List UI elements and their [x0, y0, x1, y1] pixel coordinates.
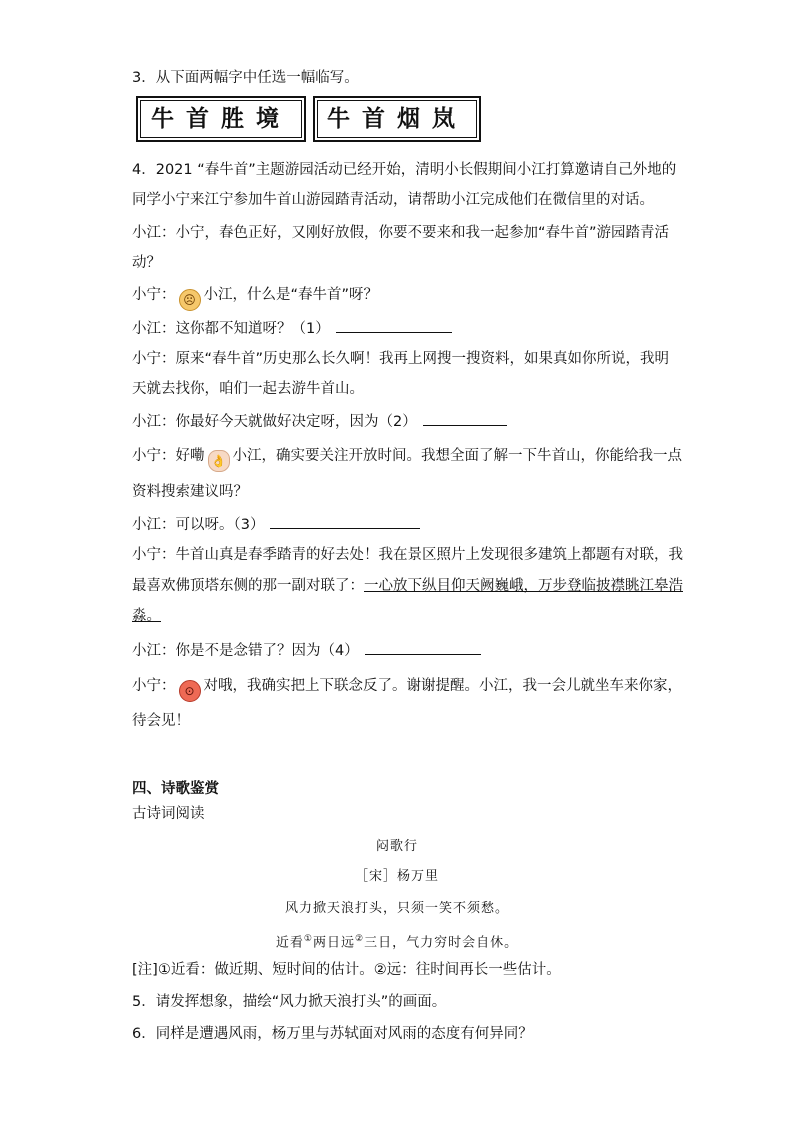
footnote-mark-2: ② [355, 934, 365, 944]
answer-blank-4[interactable] [365, 639, 481, 655]
answer-blank-1[interactable] [336, 317, 452, 333]
footnote-mark-1: ① [303, 934, 313, 944]
dialog-line-3 [132, 317, 452, 339]
dialog-speaker: 小宁：好嘞 [132, 448, 205, 464]
section-4-subheading: 古诗词阅读 [132, 806, 205, 822]
calligraphy-box-2 [313, 96, 481, 142]
dialog-text: 对哦，我确实把上下联念反了。谢谢提醒。小江，我一会儿就坐车来你家， [203, 678, 682, 694]
dialog-speaker: 小宁： [132, 287, 176, 303]
dialog-line-10b: 待会见！ [132, 713, 190, 729]
dialog-line-9 [132, 639, 481, 661]
answer-blank-3[interactable] [270, 513, 420, 529]
dialog-line-4b: 天就去找你，咱们一起去游牛首山。 [132, 381, 364, 397]
poem-title: 闷歌行 [375, 839, 418, 854]
poem-note: [注]①近看：做近期、短时间的估计。②远：往时间再长一些估计。 [132, 962, 561, 978]
poem-author: ［宋］杨万里 [354, 869, 439, 884]
dialog-line-8b [132, 576, 683, 596]
worried-face-emoji-icon: ☹ [179, 289, 201, 311]
dialog-line-4a: 小宁：原来“春牛首”历史那么长久啊！我再上网搜一搜资料，如果真如你所说，我明 [132, 351, 670, 367]
dialog-text: 小江，确实要关注开放时间。我想全面了解一下牛首山，你能给我一点 [232, 448, 682, 464]
poem-text: 近看 [275, 935, 304, 951]
calligraphy-box-1 [136, 96, 306, 142]
question-6: 6．同样是遭遇风雨，杨万里与苏轼面对风雨的态度有何异同？ [132, 1026, 533, 1042]
flushed-face-emoji-icon: ⊙ [179, 680, 201, 702]
dialog-line-7 [132, 513, 420, 535]
dialog-line-1b: 动？ [132, 255, 161, 271]
couplet-text-end: 淼。 [132, 608, 161, 624]
dialog-line-10 [132, 676, 682, 702]
calligraphy-text-1: 牛首胜境 [140, 100, 302, 138]
answer-blank-2[interactable] [423, 410, 507, 426]
calligraphy-text-2: 牛首烟岚 [317, 100, 477, 138]
dialog-text: 小江，什么是“春牛首”呀？ [203, 287, 379, 303]
dialog-text: 小江：你是不是念错了？因为（4） [132, 643, 359, 659]
dialog-text: 最喜欢佛顶塔东侧的那一副对联了： [132, 578, 364, 594]
poem-text: 两日远 [312, 935, 355, 951]
dialog-line-2 [132, 285, 378, 311]
couplet-text: 一心放下纵目仰天阙巍峨，万步登临披襟眺江皋浩 [364, 578, 683, 594]
dialog-line-1a: 小江：小宁，春色正好，又刚好放假，你要不要来和我一起参加“春牛首”游园踏青活 [132, 225, 670, 241]
question-4-intro-1: 4．2021 “春牛首”主题游园活动已经开始，清明小长假期间小江打算邀请自己外地的 [132, 162, 677, 178]
dialog-text: 小江：可以呀。（3） [132, 517, 265, 533]
dialog-text: 小江：这你都不知道呀？（1） [132, 321, 330, 337]
dialog-line-6 [132, 446, 682, 472]
dialog-line-8c [132, 606, 161, 626]
dialog-line-8a: 小宁：牛首山真是春季踏青的好去处！我在景区照片上发现很多建筑上都题有对联，我 [132, 547, 683, 563]
dialog-line-5 [132, 410, 507, 432]
dialog-speaker: 小宁： [132, 678, 176, 694]
question-3: 3．从下面两幅字中任选一幅临写。 [132, 70, 359, 86]
dialog-line-6b: 资料搜索建议吗？ [132, 484, 248, 500]
question-4-intro-2: 同学小宁来江宁参加牛首山游园踏青活动，请帮助小江完成他们在微信里的对话。 [132, 192, 654, 208]
question-5: 5．请发挥想象，描绘“风力掀天浪打头”的画面。 [132, 994, 447, 1010]
section-4-heading: 四、诗歌鉴赏 [132, 781, 219, 797]
dialog-text: 小江：你最好今天就做好决定呀，因为（2） [132, 414, 417, 430]
poem-line-2 [0, 930, 794, 952]
poem-text: 三日，气力穷时会自休。 [364, 935, 519, 951]
poem-line-1: 风力掀天浪打头，只须一笑不须愁。 [284, 901, 509, 916]
ok-hand-emoji-icon: 👌 [208, 450, 230, 472]
